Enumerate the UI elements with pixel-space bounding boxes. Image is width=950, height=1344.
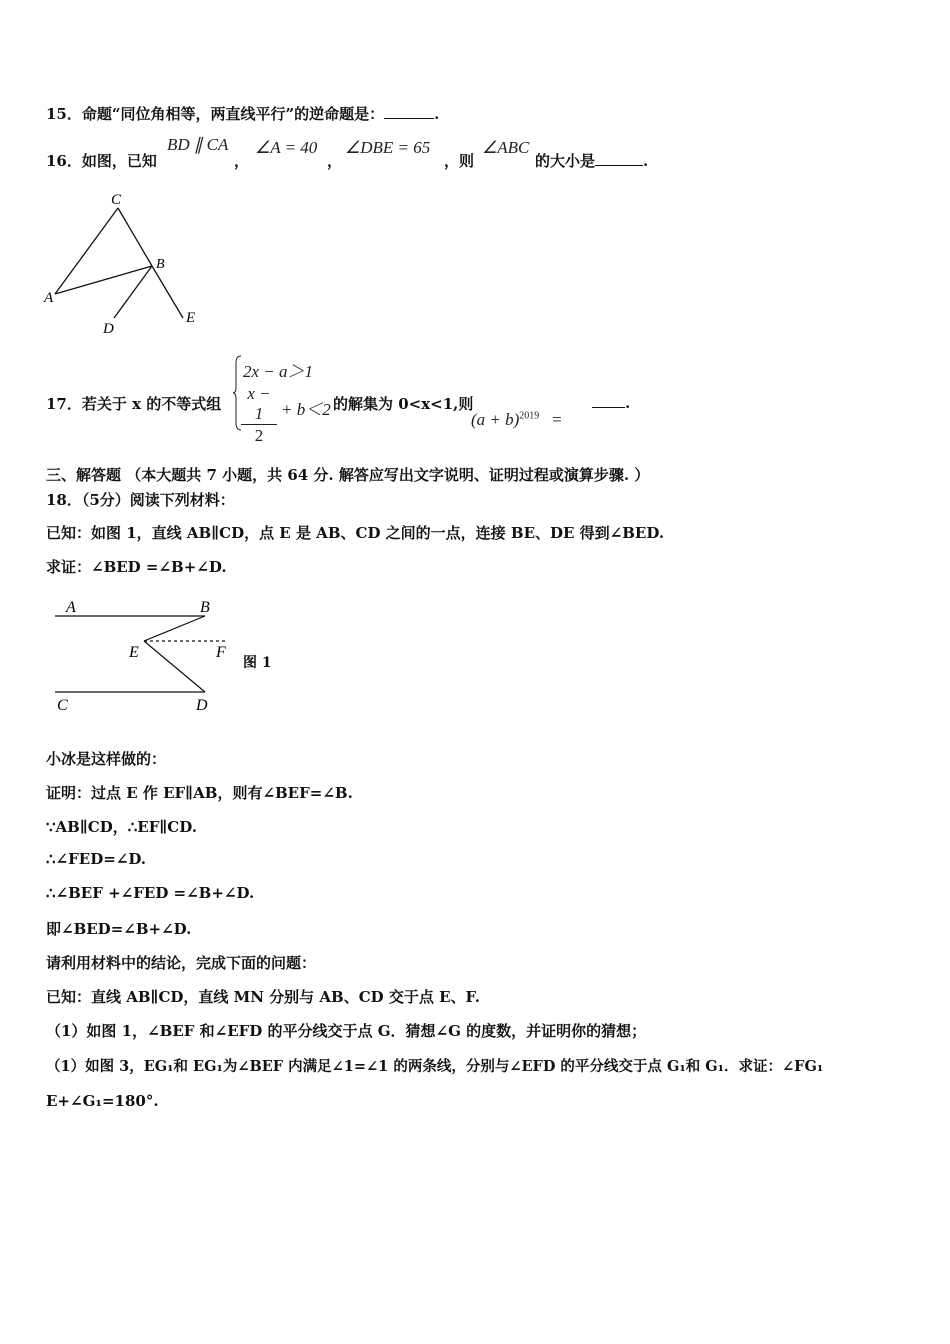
q16-lead: 如图，已知 (81, 152, 157, 170)
label-b: B (156, 257, 165, 272)
q17-fraction (241, 384, 277, 447)
q15-end: . (434, 105, 440, 123)
q18-part2-line1: （1）如图 3，EG₁和 EG₁为∠BEF 内满足∠1=∠1 的两条线，分别与∠EFD 的平分线交于点 G₁和 G₁．求证：∠FG₁ (46, 1058, 824, 1075)
q16-sep2: ， (327, 152, 343, 170)
q17-frac-numerator: x − 1 (241, 384, 277, 425)
section3-heading: 三、解答题 （本大题共 7 小题，共 64 分. 解答应写出文字说明、证明过程或演算步骤. ） (46, 466, 650, 484)
q16-tail-text: 的大小是 (535, 152, 596, 170)
q15-number: 15． (46, 105, 82, 123)
q18-prove: 求证：∠BED =∠B+∠D. (46, 558, 227, 576)
q16-cond-parallel: BD ∥ CA (167, 135, 229, 154)
segment-cb (118, 208, 152, 266)
q16-end: . (643, 152, 649, 170)
label-c: C (57, 697, 68, 714)
q16-angle-abc: ∠ABC (482, 138, 530, 157)
q18-step4: ∴∠BEF +∠FED =∠B+∠D. (46, 884, 255, 902)
label-c: C (111, 192, 122, 208)
q16-sep3: ，则 (444, 152, 475, 170)
label-e: E (129, 644, 139, 661)
q17-mid-text: 的解集为 0<x<1,则 (333, 395, 474, 413)
segment-be (144, 616, 205, 641)
q18-approach: 小冰是这样做的： (46, 750, 167, 768)
q17-frac-denominator: 2 (254, 426, 264, 445)
q18-step1: 证明：过点 E 作 EF∥AB，则有∠BEF=∠B. (46, 784, 353, 802)
q15-line (46, 103, 439, 124)
q18-task: 请利用材料中的结论，完成下面的问题： (46, 954, 317, 972)
q17-lead: 若关于 x 的不等式组 (81, 395, 222, 413)
q18-figure1-caption: 图 1 (243, 655, 272, 671)
q17-expr (471, 410, 539, 430)
q16-line (46, 150, 157, 171)
q16-tail (535, 150, 648, 171)
segment-ed (144, 641, 205, 692)
q18-known: 已知：如图 1，直线 AB∥CD，点 E 是 AB、CD 之间的一点，连接 BE、DE 得到∠BED. (46, 524, 665, 542)
q18-known2: 已知：直线 AB∥CD，直线 MN 分别与 AB、CD 交于点 E、F. (46, 988, 480, 1006)
label-f: F (216, 644, 226, 661)
q16-figure (40, 190, 210, 340)
q16-cond-angle-dbe: ∠DBE = 65 (345, 138, 431, 157)
q18-part2-line2: E+∠G₁=180°. (46, 1092, 159, 1110)
q17-answer-blank (592, 393, 625, 408)
q15-answer-blank (384, 104, 434, 119)
q18-step2: ∵AB∥CD，∴EF∥CD. (46, 818, 197, 836)
label-b: B (200, 599, 210, 616)
q17-number: 17． (46, 395, 82, 413)
q17-exponent: 2019 (519, 410, 540, 422)
label-d: D (103, 321, 114, 337)
label-a: A (66, 599, 76, 616)
q18-step5: 即∠BED=∠B+∠D. (46, 920, 192, 938)
q17-ineq1: 2x − a＞1 (243, 362, 314, 381)
q17-answer (592, 393, 630, 412)
q16-number: 16． (46, 152, 82, 170)
label-a: A (44, 290, 54, 306)
q18-part1: （1）如图 1，∠BEF 和∠EFD 的平分线交于点 G．猜想∠G 的度数，并证明你的猜想； (46, 1022, 647, 1040)
segment-ca (55, 208, 118, 294)
q17-mid (333, 393, 473, 414)
segment-be (152, 266, 183, 318)
segment-ab (55, 266, 152, 294)
q16-sep1: ， (234, 152, 250, 170)
q17-line (46, 393, 221, 414)
q18-header: 18．（5分）阅读下列材料： (46, 491, 235, 509)
q17-equals: = (551, 410, 563, 429)
q17-ineq2-tail: + b＜2 (281, 400, 331, 419)
label-e: E (186, 310, 196, 326)
q18-step3: ∴∠FED=∠D. (46, 850, 147, 868)
q17-end: . (625, 394, 631, 412)
label-d: D (196, 697, 208, 714)
q16-cond-angle-a: ∠A = 40 (255, 138, 318, 157)
q17-expr-base: (a + b) (471, 410, 520, 429)
segment-bd (114, 266, 152, 318)
q16-answer-blank (595, 151, 643, 166)
q15-text: 命题“同位角相等，两直线平行”的逆命题是： (81, 105, 385, 123)
